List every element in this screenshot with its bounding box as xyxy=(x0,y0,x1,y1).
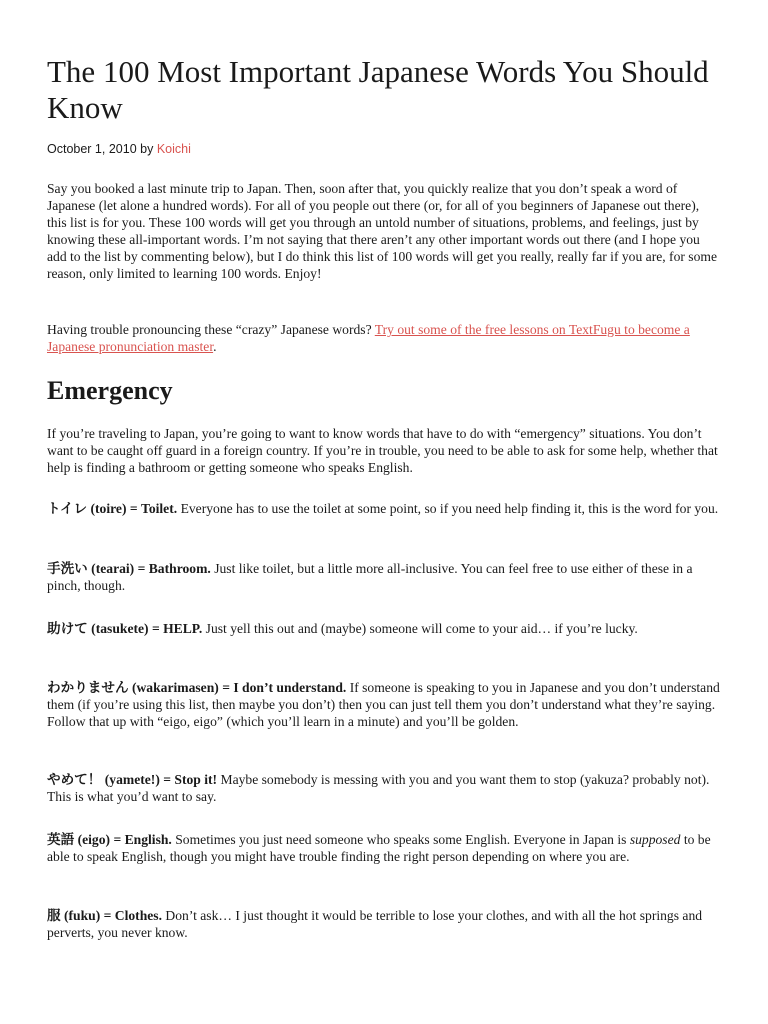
textfugu-link[interactable]: Try out some of the free lessons on TextFugu to become a Japanese pronunciation master xyxy=(47,322,690,354)
word-desc: Just like toilet, but a little more all-inclusive. You can feel free to use either of these in a pinch, though. xyxy=(47,561,693,593)
word-desc: Maybe somebody is messing with you and you want them to stop (yakuza? probably not). This is what you’d want to say. xyxy=(47,772,710,804)
word-term: わかりません (wakarimasen) = I don’t understand. xyxy=(47,680,347,695)
word-term: 手洗い (tearai) = Bathroom. xyxy=(47,561,211,576)
list-item xyxy=(47,560,721,594)
section-intro: If you’re traveling to Japan, you’re going to want to know words that have to do with “emergency” situations. You don’t want to be caught off guard in a foreign country. If you’re in trouble, you need to be able to ask for some help, whether that help is finding a bathroom or getting someone who speaks English. xyxy=(47,426,718,475)
word-term: 英語 (eigo) = English. xyxy=(47,832,172,847)
pronunciation-paragraph xyxy=(47,321,721,355)
word-desc: If someone is speaking to you in Japanese and you don’t understand them (if you’re using this list, then maybe you don’t) then you can just tell them you don’t understand what they’re saying. Follow that up with “eigo, eigo” (which you’ll learn in a minute) and you’ll be golden. xyxy=(47,680,720,729)
list-item xyxy=(47,500,721,517)
word-desc: Don’t ask… I just thought it would be terrible to lose your clothes, and with all the hot springs and perverts, you never know. xyxy=(47,908,703,940)
list-item xyxy=(47,907,721,941)
pronunciation-text: Having trouble pronouncing these “crazy” Japanese words? xyxy=(47,322,372,337)
word-desc: Everyone has to use the toilet at some point, so if you need help finding it, this is the word for you. xyxy=(180,501,719,516)
word-term: トイレ (toire) = Toilet. xyxy=(47,501,178,516)
word-desc-pre: Sometimes you just need someone who speaks some English. Everyone in Japan is xyxy=(175,832,627,847)
intro-paragraph: Say you booked a last minute trip to Japan. Then, soon after that, you quickly realize that you don’t speak a word of Japanese (let alone a hundred words). For all of you people out there (or, for all of you beginners of Japanese out there), this list is for you. These 100 words will get you through an untold number of situations, problems, and feelings, just by knowing these all-important words. I’m not saying that there aren’t any other important words out there (and I hope you add to the list by commenting below), but I do think this list of 100 words will get you really, really far if you are, for some reason, only limited to learning 100 words. Enjoy! xyxy=(47,181,717,281)
list-item xyxy=(47,831,721,865)
pronunciation-end: . xyxy=(213,339,217,354)
section-heading: Emergency xyxy=(47,376,173,405)
list-item xyxy=(47,620,721,637)
word-term: やめて！ (yamete!) = Stop it! xyxy=(47,772,218,787)
list-item xyxy=(47,771,721,805)
list-item xyxy=(47,679,721,730)
author-link[interactable]: Koichi xyxy=(156,142,191,156)
word-desc-emphasis: supposed xyxy=(629,832,681,847)
byline-by: by xyxy=(140,142,154,156)
post-date: October 1, 2010 xyxy=(47,142,137,156)
word-desc: Just yell this out and (maybe) someone will come to your aid… if you’re lucky. xyxy=(205,621,638,636)
word-desc-post: to be able to speak English, though you might have trouble finding the right person depending on where you are. xyxy=(47,832,711,864)
page-title: The 100 Most Important Japanese Words You Should Know xyxy=(47,54,709,125)
post-meta xyxy=(47,142,191,156)
word-term: 服 (fuku) = Clothes. xyxy=(47,908,162,923)
word-term: 助けて (tasukete) = HELP. xyxy=(47,621,203,636)
